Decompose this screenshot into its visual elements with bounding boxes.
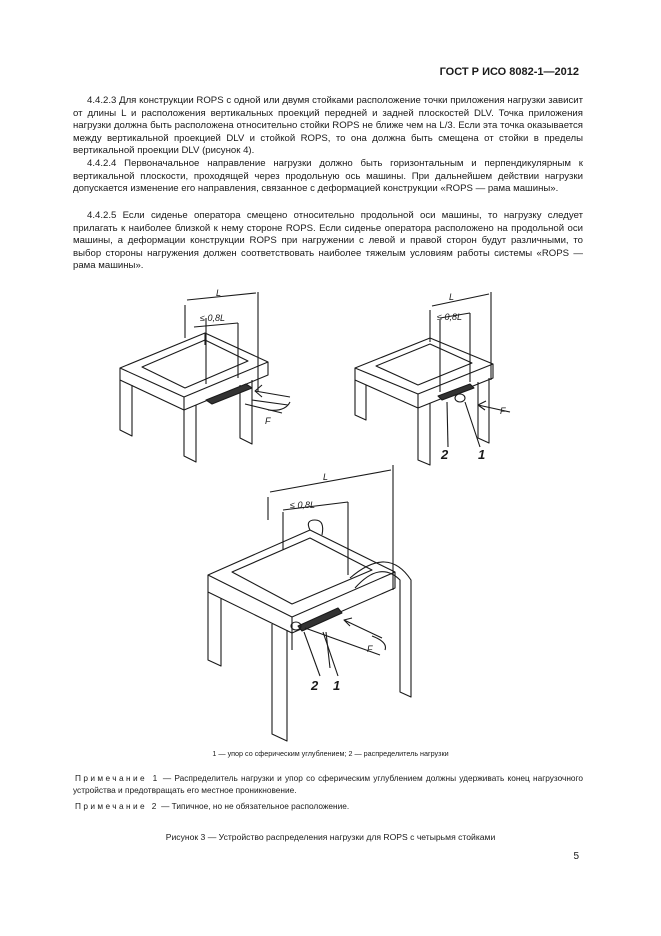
label-L-b: L: [449, 292, 455, 302]
label-item2-b: 2: [441, 447, 449, 462]
label-L-a: L: [216, 288, 222, 298]
label-item1-c: 1: [333, 678, 341, 693]
figure-legend: 1 — упор со сферическим углублением; 2 — распределитель нагрузки: [212, 749, 449, 758]
label-L-c: L: [323, 472, 329, 482]
note-2: [73, 800, 583, 812]
paragraph-4-4-2-4: 4.4.2.4 Первоначальное направление нагрузки должно быть горизонтальным и перпендикулярным к вертикальной плоскости, проходящей через продольную ось машины. При дальнейшем действии нагрузки допускается изменение его направления, связанное с деформацией конструкции «ROPS — рама машины».: [73, 158, 583, 194]
frame-diagram-b: [355, 292, 510, 465]
label-dist-a: ≤ 0,8L: [200, 313, 225, 323]
label-F-c: F: [367, 644, 373, 654]
label-dist-c: ≤ 0,8L: [290, 500, 315, 510]
label-F-b: F: [500, 406, 506, 416]
label-item1-b: 1: [478, 447, 486, 462]
note-1: [73, 772, 583, 796]
label-F-a: F: [265, 416, 271, 426]
note-1-text: — Распределитель нагрузки и упор со сферическим углублением должны удерживать конец нагрузочного устройства и предотвращать его местное проникновение.: [73, 773, 584, 795]
page-header: ГОСТ Р ИСО 8082-1—2012: [439, 66, 579, 78]
figure-caption: Рисунок 3 — Устройство распределения нагрузки для ROPS с четырьмя стойками: [165, 832, 496, 842]
page-number: 5: [573, 851, 579, 862]
label-dist-b: ≤ 0,8L: [437, 312, 462, 322]
paragraph-4-4-2-3: 4.4.2.3 Для конструкции ROPS с одной или двумя стойками расположение точки приложения нагрузки зависит от длины L и расположения вертикальных проекций передней и задней плоскостей DLV. Точка приложения нагрузки должна быть расположена относительно стойки ROPS не ближе чем на L/3. Если эта точка оказывается между вертикальной проекцией DLV и стойкой ROPS, то она должна быть смещена от стойки в пределы вертикальной проекции DLV (рисунок 4).: [73, 95, 583, 156]
note-2-text: — Типичное, но не обязательное расположение.: [161, 801, 350, 811]
note-2-label: Примечание 2: [75, 801, 159, 811]
note-1-label: Примечание 1: [75, 773, 160, 783]
label-item2-c: 2: [311, 678, 319, 693]
paragraph-4-4-2-5: 4.4.2.5 Если сиденье оператора смещено относительно продольной оси машины, то нагрузку следует прилагать к наиболее близкой к нему стороне ROPS. Если сиденье оператора расположено на продольной оси машины, а деформации конструкции ROPS при нагружении с левой и правой сторон будут различными, то выбор стороны нагружения должен соответствовать наиболее тяжелым условиям работы системы «ROPS — рама машины».: [73, 210, 583, 271]
